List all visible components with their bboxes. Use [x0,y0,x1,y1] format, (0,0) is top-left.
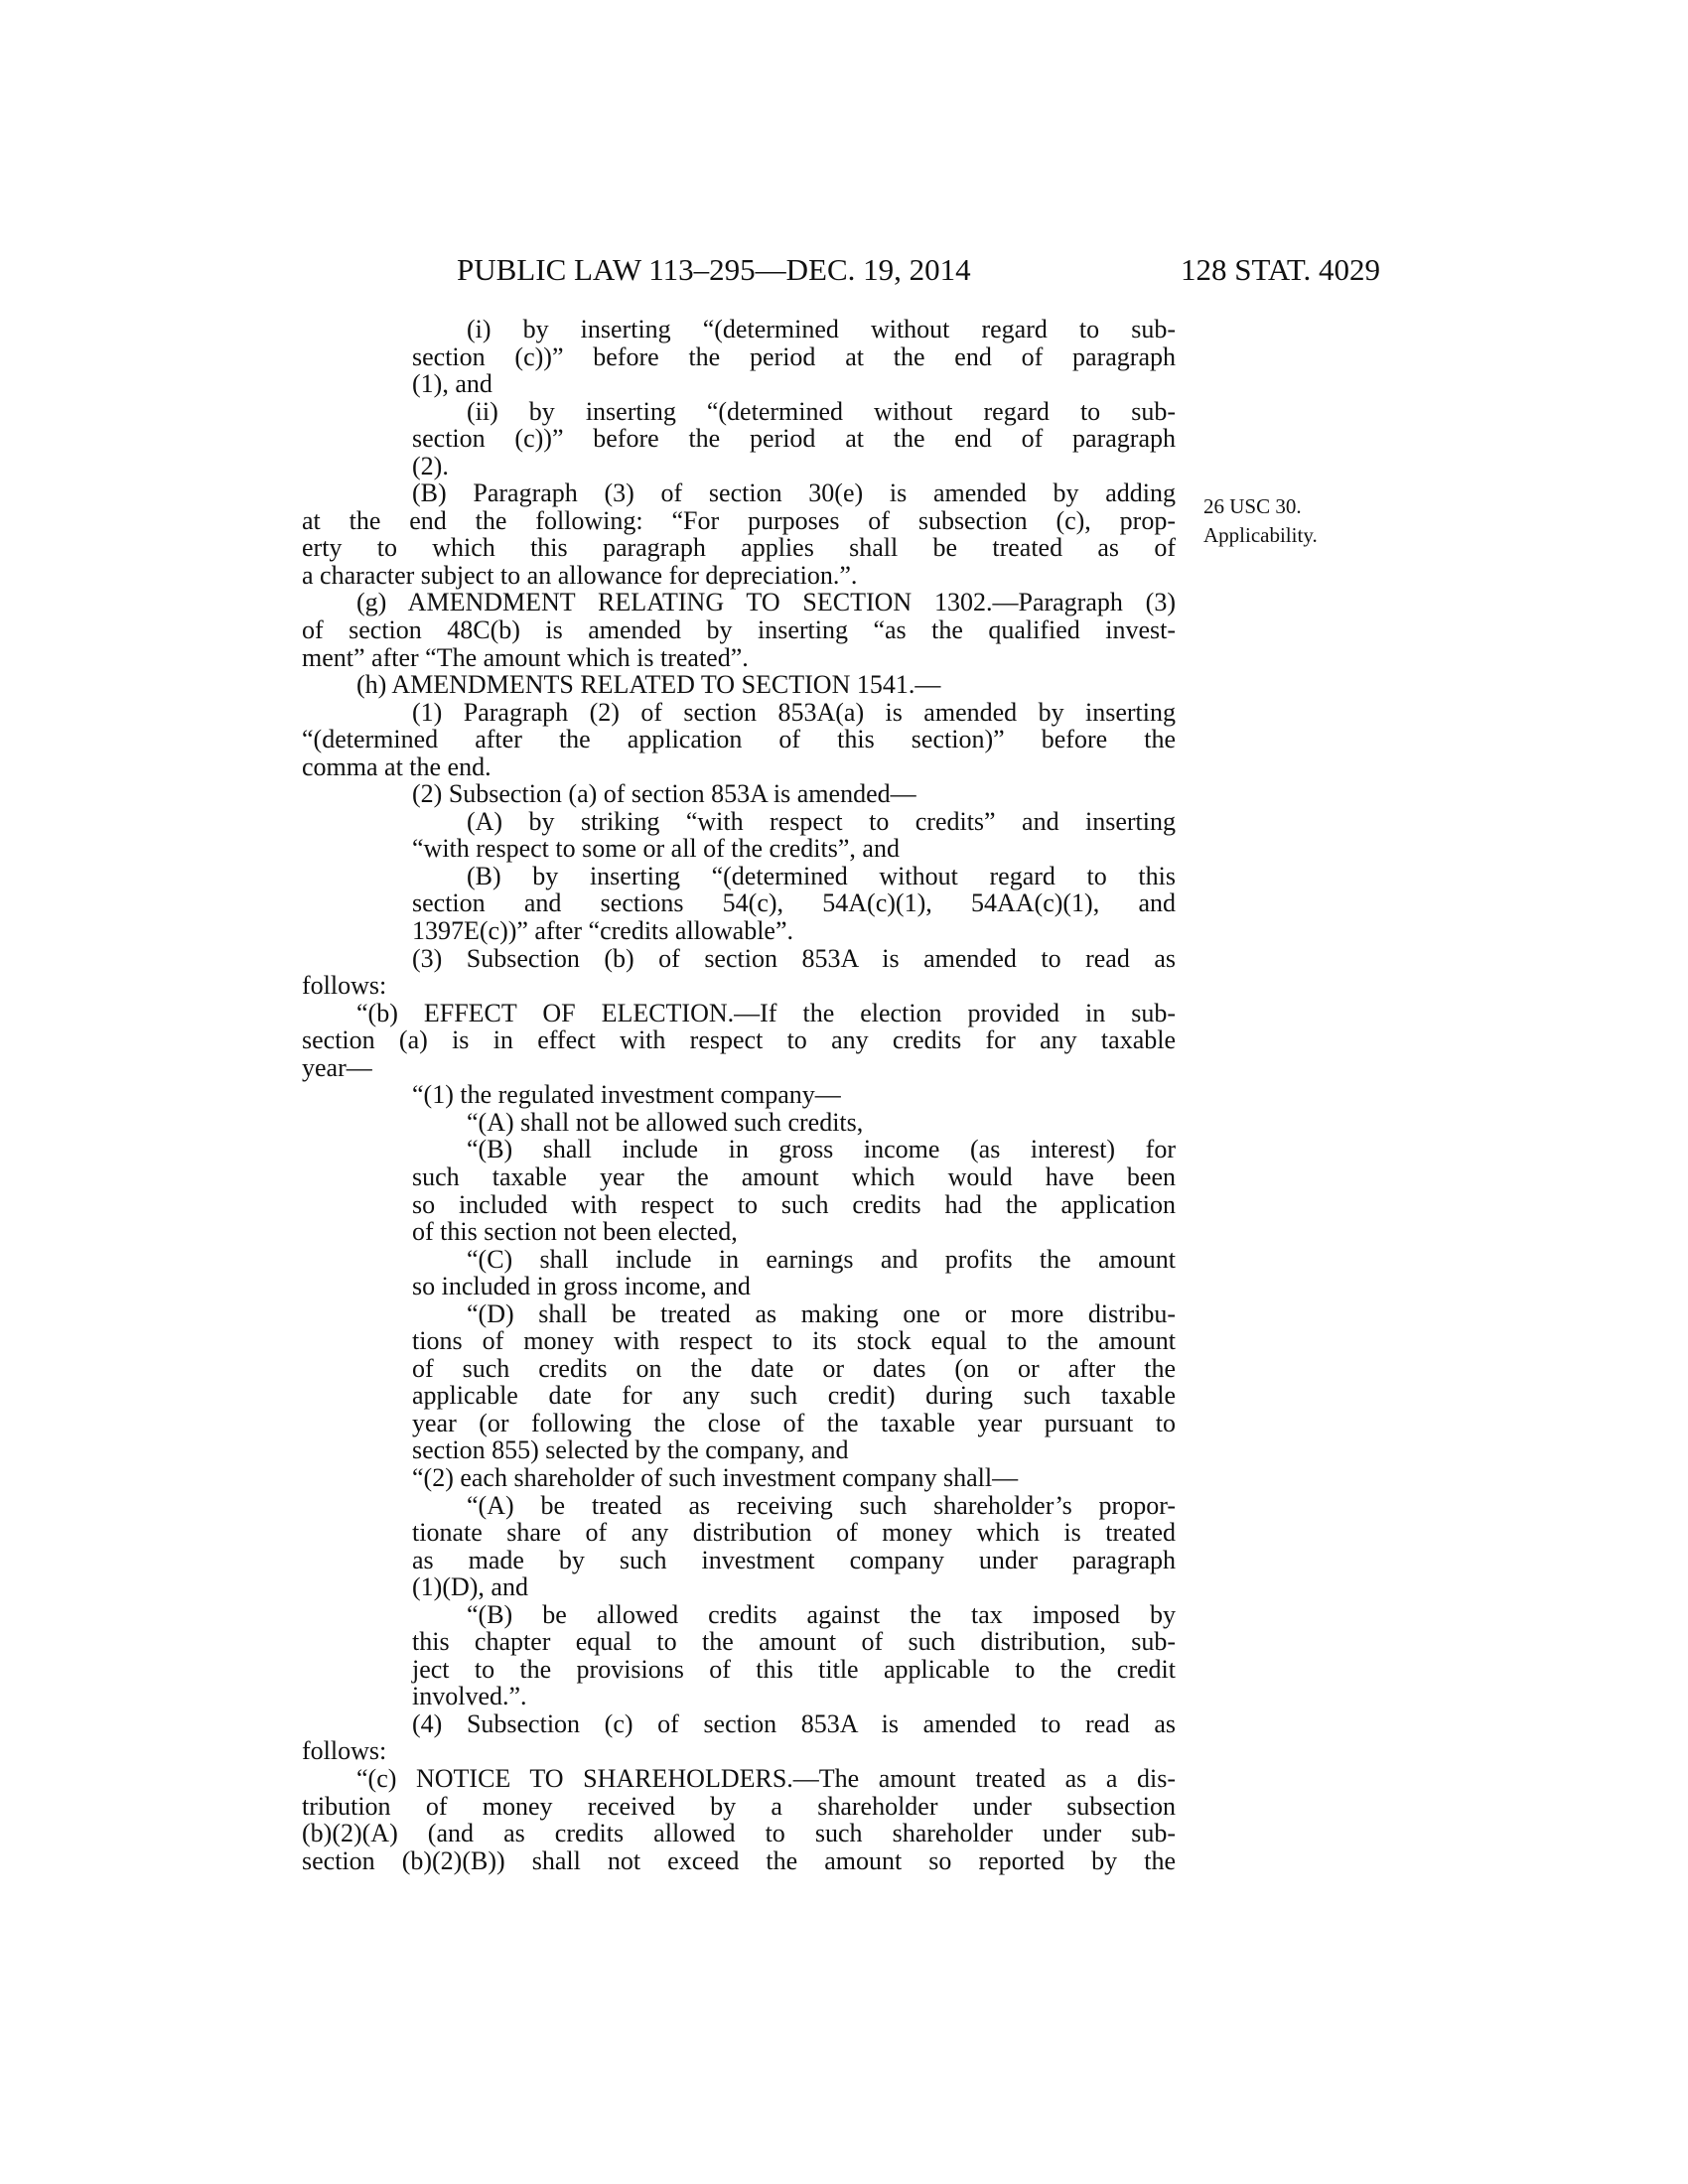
text-line: follows: [302,971,387,1001]
text-line: 1397E(c))” after “credits allowable”. [412,916,794,946]
text-line: (1), and [412,369,492,399]
text-line: “(B) be allowed credits against the tax imposed by [467,1599,1176,1629]
text-line: (4) Subsection (c) of section 853A is amended to read as [412,1708,1176,1738]
text-line: “(1) the regulated investment company— [412,1080,841,1110]
text-line: “(2) each shareholder of such investment company shall— [412,1462,1019,1492]
text-line: “(A) shall not be allowed such credits, [467,1107,864,1137]
text-line: (g) AMENDMENT RELATING TO SECTION 1302.—Paragraph (3) [356,588,1176,617]
text-line: (B) by inserting “(determined without regard to this [467,861,1176,890]
document-body [302,316,1176,1874]
text-line: tionate share of any distribution of money which is treated [412,1518,1176,1548]
text-line: (ii) by inserting “(determined without regard to sub- [467,396,1176,426]
text-line: “with respect to some or all of the credits”, and [412,834,900,864]
text-line: “(b) EFFECT OF ELECTION.—If the election provided in sub- [356,998,1176,1027]
text-line: section (a) is in effect with respect to any credits for any taxable [302,1025,1176,1055]
text-line: (3) Subsection (b) of section 853A is amended to read as [412,943,1176,973]
text-line: year (or following the close of the taxable year pursuant to [412,1408,1176,1437]
text-line: comma at the end. [302,751,492,781]
text-line: (1) Paragraph (2) of section 853A(a) is amended by inserting [412,697,1176,727]
text-line: “(c) NOTICE TO SHAREHOLDERS.—The amount treated as a dis- [356,1763,1176,1793]
text-line: section 855) selected by the company, and [412,1435,849,1465]
header-law-citation: PUBLIC LAW 113–295—DEC. 19, 2014 [457,252,971,287]
text-line: involved.”. [412,1682,527,1711]
running-header [457,250,1380,290]
text-line: so included with respect to such credits had the application [412,1189,1176,1219]
header-page-citation: 128 STAT. 4029 [1180,252,1380,287]
text-line: (2). [412,451,449,480]
text-line: (1)(D), and [412,1572,528,1602]
text-line: ment” after “The amount which is treated”. [302,642,749,672]
text-line: as made by such investment company under paragraph [412,1545,1176,1574]
text-line: tions of money with respect to its stock equal to the amount [412,1326,1176,1356]
text-line: (B) Paragraph (3) of section 30(e) is amended by adding [412,478,1176,508]
text-line: section (b)(2)(B)) shall not exceed the amount so reported by the [302,1845,1176,1875]
text-line: (2) Subsection (a) of section 853A is amended— [412,779,916,809]
text-line: “(C) shall include in earnings and profits the amount [467,1244,1176,1274]
text-line: (b)(2)(A) (and as credits allowed to such shareholder under sub- [302,1819,1176,1848]
text-line: section (c))” before the period at the end of paragraph [412,341,1176,371]
text-line: of this section not been elected, [412,1217,738,1247]
text-line: so included in gross income, and [412,1272,751,1301]
text-line: section and sections 54(c), 54A(c)(1), 54AA(c)(1), and [412,888,1176,918]
text-line: ject to the provisions of this title applicable to the credit [412,1654,1176,1684]
text-line: year— [302,1052,372,1082]
text-line: applicable date for any such credit) during such taxable [412,1381,1176,1411]
text-line: “(D) shall be treated as making one or more distribu- [467,1298,1176,1328]
text-line: of such credits on the date or dates (on or after the [412,1353,1176,1383]
text-line: (i) by inserting “(determined without regard to sub- [467,315,1176,343]
text-line: “(A) be treated as receiving such shareholder’s propor- [467,1490,1176,1520]
text-line: (A) by striking “with respect to credits” and inserting [467,806,1176,836]
text-line: (h) AMENDMENTS RELATED TO SECTION 1541.— [356,670,941,700]
text-line: section (c))” before the period at the end of paragraph [412,424,1176,454]
text-line: follows: [302,1736,387,1766]
text-line: such taxable year the amount which would have been [412,1161,1176,1191]
text-line: “(B) shall include in gross income (as interest) for [467,1135,1176,1164]
margin-note-applicability: Applicability. [1203,523,1318,547]
margin-note-usc: 26 USC 30. [1203,494,1302,518]
text-line: this chapter equal to the amount of such distribution, sub- [412,1627,1176,1657]
text-line: a character subject to an allowance for depreciation.”. [302,560,858,590]
text-line: erty to which this paragraph applies shall be treated as of [302,533,1176,563]
text-line: tribution of money received by a shareholder under subsection [302,1791,1176,1821]
margin-notes [1203,492,1402,550]
text-line: “(determined after the application of this section)” before the [302,725,1176,754]
text-line: of section 48C(b) is amended by inserting “as the qualified invest- [302,615,1176,645]
text-line: at the end the following: “For purposes of subsection (c), prop- [302,505,1176,535]
